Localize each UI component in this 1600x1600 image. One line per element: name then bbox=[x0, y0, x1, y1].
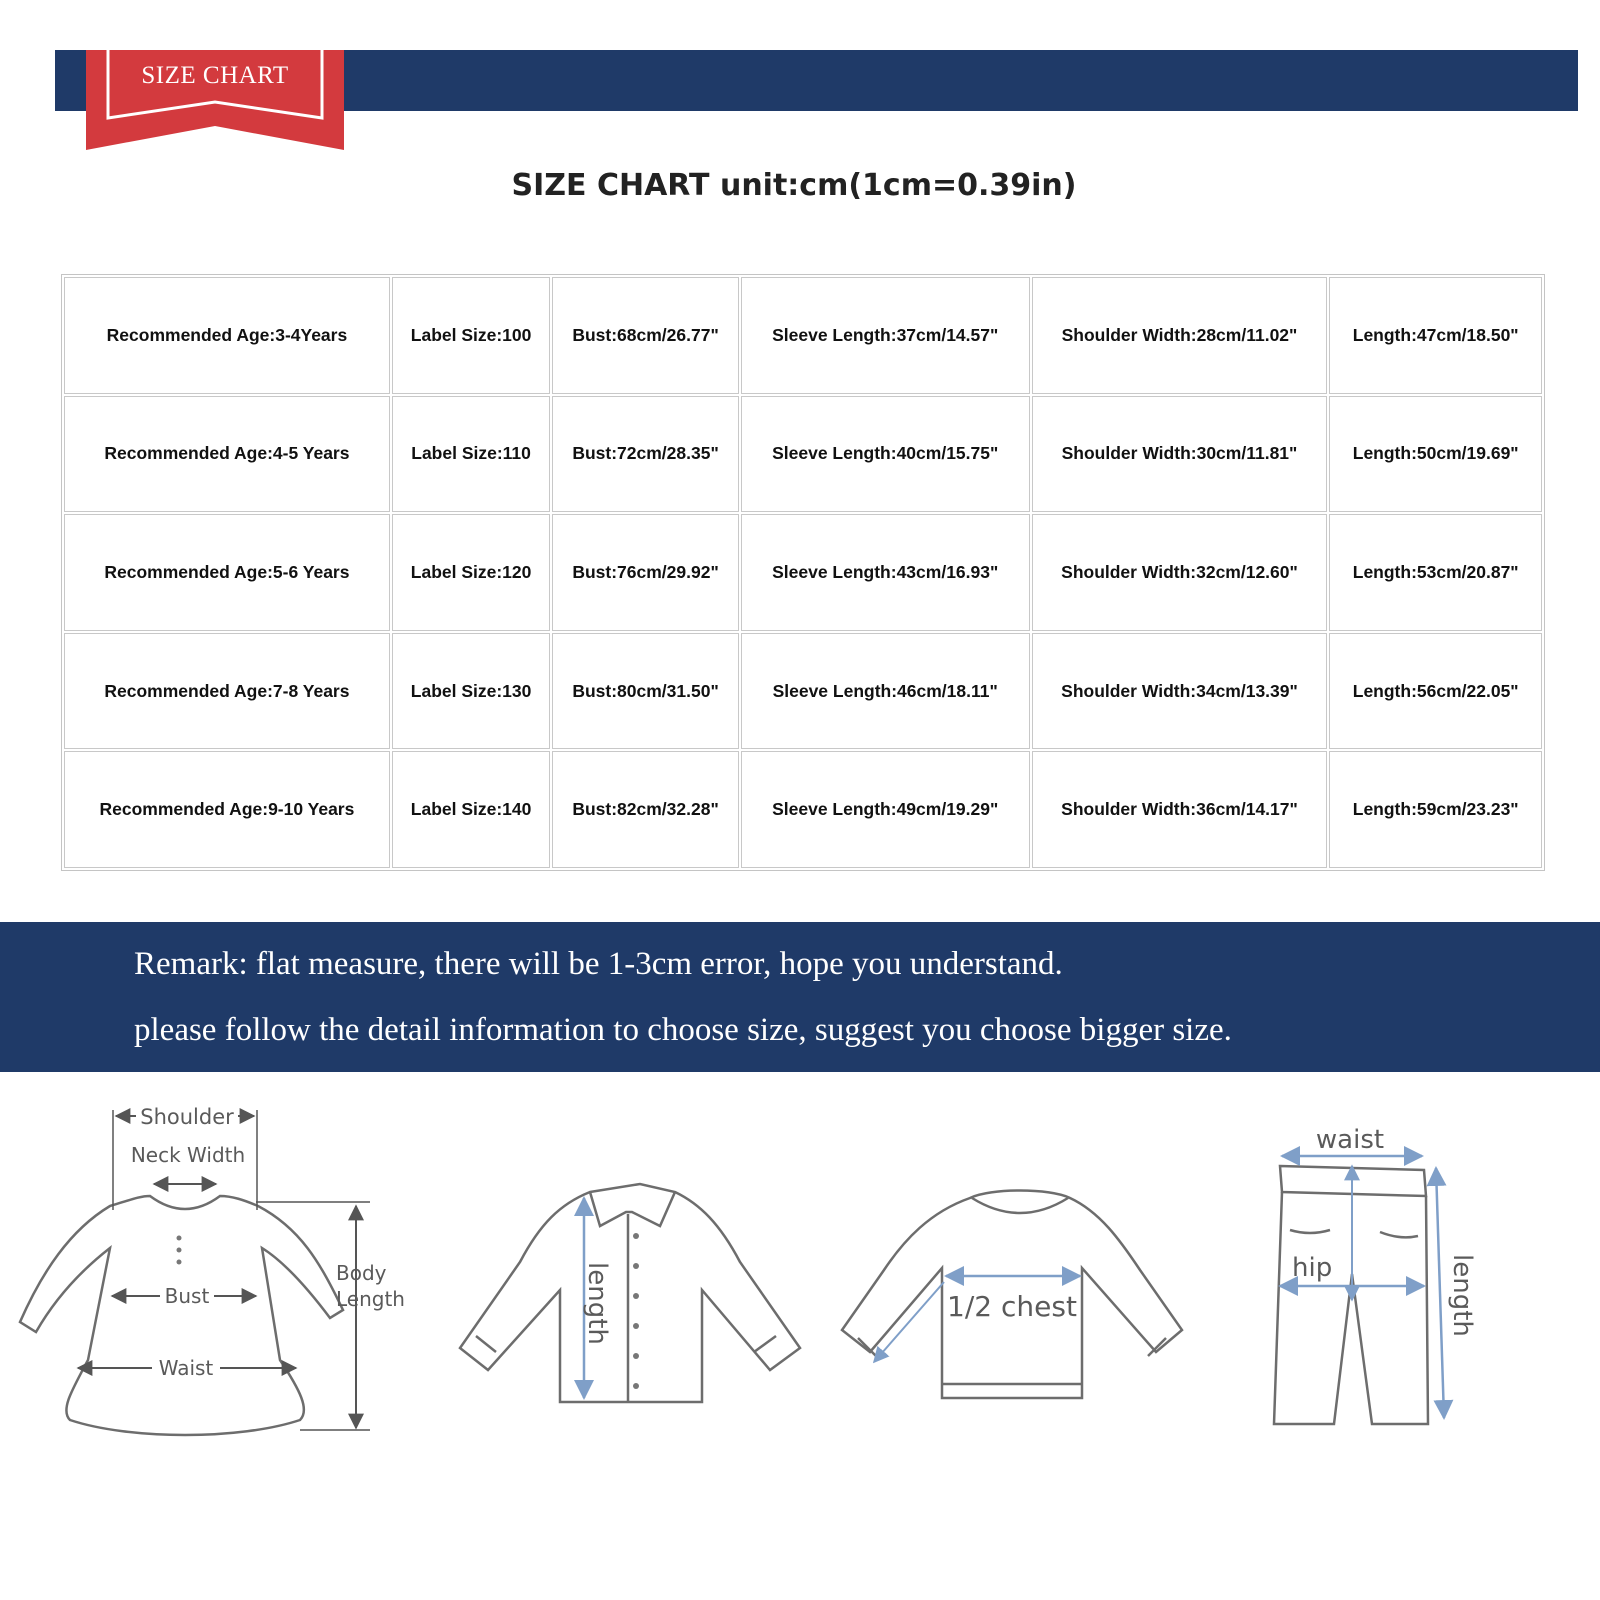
table-cell: Length:50cm/19.69" bbox=[1329, 396, 1542, 513]
table-cell: Recommended Age:5-6 Years bbox=[64, 514, 390, 631]
dress-length-label: Length bbox=[336, 1287, 405, 1311]
size-table bbox=[61, 274, 1545, 871]
table-cell: Length:53cm/20.87" bbox=[1329, 514, 1542, 631]
shirt-length-label: length bbox=[582, 1262, 612, 1345]
table-cell: Bust:76cm/29.92" bbox=[552, 514, 739, 631]
table-row bbox=[64, 277, 1542, 394]
table-cell: Shoulder Width:30cm/11.81" bbox=[1032, 396, 1328, 513]
banner-label: SIZE CHART bbox=[141, 62, 289, 89]
table-row bbox=[64, 633, 1542, 750]
pants-waist-label: waist bbox=[1315, 1125, 1385, 1155]
pants-length-arrow bbox=[1436, 1168, 1444, 1418]
dress-neck-width-label: Neck Width bbox=[130, 1143, 246, 1167]
dress-shoulder-label: Shoulder bbox=[140, 1105, 234, 1129]
table-row bbox=[64, 514, 1542, 631]
table-cell: Bust:82cm/32.28" bbox=[552, 751, 739, 868]
dress-buttons bbox=[177, 1236, 182, 1265]
shirt-diagram bbox=[460, 1184, 800, 1402]
table-cell: Label Size:120 bbox=[392, 514, 550, 631]
table-cell: Shoulder Width:34cm/13.39" bbox=[1032, 633, 1328, 750]
dress-waist-label: Waist bbox=[158, 1356, 214, 1380]
table-cell: Sleeve Length:40cm/15.75" bbox=[741, 396, 1030, 513]
shirt-buttons bbox=[633, 1233, 639, 1389]
table-cell: Recommended Age:7-8 Years bbox=[64, 633, 390, 750]
pants-hip-label: hip bbox=[1292, 1253, 1333, 1283]
remark-line-2: please follow the detail information to choose size, suggest you choose bigger size. bbox=[134, 1012, 1232, 1048]
table-cell: Recommended Age:9-10 Years bbox=[64, 751, 390, 868]
remark-banner bbox=[0, 922, 1600, 1072]
measurement-diagrams bbox=[0, 1090, 1600, 1450]
table-cell: Label Size:110 bbox=[392, 396, 550, 513]
table-cell: Bust:72cm/28.35" bbox=[552, 396, 739, 513]
table-cell: Length:47cm/18.50" bbox=[1329, 277, 1542, 394]
table-cell: Length:56cm/22.05" bbox=[1329, 633, 1542, 750]
table-cell: Length:59cm/23.23" bbox=[1329, 751, 1542, 868]
remark-line-1: Remark: flat measure, there will be 1-3cm error, hope you understand. bbox=[134, 946, 1063, 982]
table-cell: Sleeve Length:46cm/18.11" bbox=[741, 633, 1030, 750]
table-cell: Recommended Age:4-5 Years bbox=[64, 396, 390, 513]
table-cell: Shoulder Width:36cm/14.17" bbox=[1032, 751, 1328, 868]
table-cell: Label Size:130 bbox=[392, 633, 550, 750]
table-cell: Label Size:100 bbox=[392, 277, 550, 394]
dress-bust-label: Bust bbox=[164, 1284, 210, 1308]
page-title: SIZE CHART unit:cm(1cm=0.39in) bbox=[511, 168, 1077, 203]
table-cell: Shoulder Width:28cm/11.02" bbox=[1032, 277, 1328, 394]
table-cell: Recommended Age:3-4Years bbox=[64, 277, 390, 394]
table-cell: Bust:80cm/31.50" bbox=[552, 633, 739, 750]
size-table-body bbox=[64, 277, 1542, 868]
table-cell: Sleeve Length:37cm/14.57" bbox=[741, 277, 1030, 394]
sweater-chest-label: 1/2 chest bbox=[947, 1290, 1077, 1323]
table-row bbox=[64, 396, 1542, 513]
table-cell: Sleeve Length:43cm/16.93" bbox=[741, 514, 1030, 631]
table-cell: Shoulder Width:32cm/12.60" bbox=[1032, 514, 1328, 631]
table-cell: Label Size:140 bbox=[392, 751, 550, 868]
table-cell: Bust:68cm/26.77" bbox=[552, 277, 739, 394]
pants-length-label: length bbox=[1447, 1254, 1477, 1337]
table-row bbox=[64, 751, 1542, 868]
table-cell: Sleeve Length:49cm/19.29" bbox=[741, 751, 1030, 868]
sweater-sleeve-arrow bbox=[874, 1282, 944, 1362]
dress-body-label: Body bbox=[336, 1261, 387, 1285]
